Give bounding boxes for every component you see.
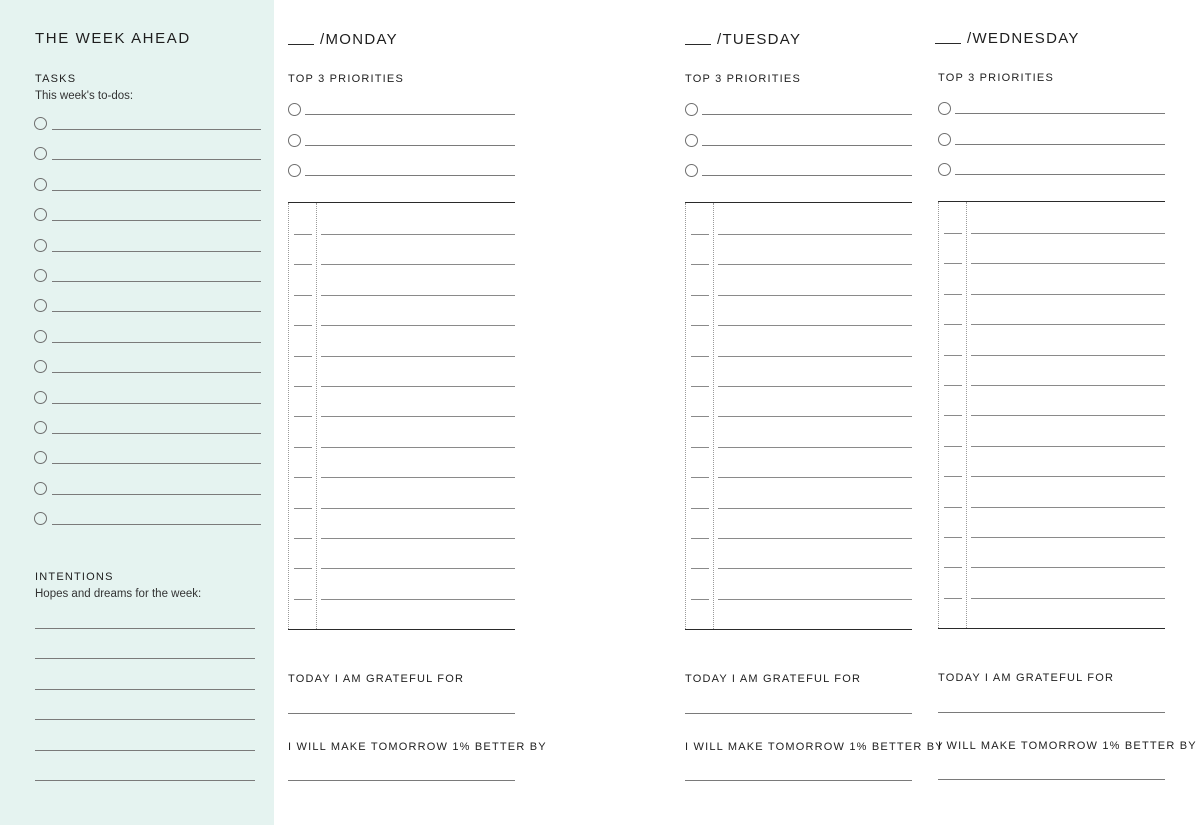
priority-line[interactable] [702,114,912,115]
schedule-slot[interactable] [685,447,912,448]
priorities-label: TOP 3 PRIORITIES [685,73,801,85]
schedule-slot[interactable] [288,508,515,509]
time-blank[interactable] [691,568,709,569]
task-row[interactable] [34,482,261,498]
task-line[interactable] [52,403,261,404]
time-blank[interactable] [944,476,962,477]
task-row[interactable] [34,421,261,437]
schedule-line[interactable] [321,599,515,600]
priorities-label: TOP 3 PRIORITIES [288,73,404,85]
priority-line[interactable] [955,113,1165,114]
grateful-label: TODAY I AM GRATEFUL FOR [288,673,465,685]
schedule-line[interactable] [971,294,1165,295]
better-label: I WILL MAKE TOMORROW 1% BETTER BY [685,741,944,753]
grateful-line[interactable] [685,713,912,714]
task-line[interactable] [52,524,261,525]
time-blank[interactable] [294,264,312,265]
intentions-subtitle: Hopes and dreams for the week: [35,588,202,600]
task-row[interactable] [34,208,261,224]
time-blank[interactable] [294,508,312,509]
schedule-slot[interactable] [938,385,1165,386]
schedule-slot[interactable] [938,537,1165,538]
schedule-slot[interactable] [685,568,912,569]
priority-row[interactable] [288,134,515,150]
schedule-line[interactable] [321,568,515,569]
time-blank[interactable] [691,538,709,539]
time-blank[interactable] [944,263,962,264]
schedule-line[interactable] [321,325,515,326]
better-line[interactable] [938,779,1165,780]
schedule-line[interactable] [718,386,912,387]
tasks-label: TASKS [35,73,77,85]
date-blank[interactable] [935,43,961,44]
schedule-line[interactable] [321,234,515,235]
schedule-line[interactable] [971,385,1165,386]
intentions-label: INTENTIONS [35,571,114,583]
time-blank[interactable] [944,598,962,599]
time-blank[interactable] [294,477,312,478]
priority-row[interactable] [685,134,912,150]
schedule-line[interactable] [718,416,912,417]
priority-row[interactable] [288,103,515,119]
task-line[interactable] [52,342,261,343]
priority-row[interactable] [938,102,1165,118]
schedule-line[interactable] [718,538,912,539]
schedule-slot[interactable] [685,599,912,600]
schedule-line[interactable] [971,537,1165,538]
day-name: /WEDNESDAY [967,30,1080,47]
schedule-slot[interactable] [288,599,515,600]
intention-line[interactable] [35,780,255,781]
priority-line[interactable] [305,114,515,115]
schedule-line[interactable] [971,233,1165,234]
priority-line[interactable] [702,175,912,176]
time-blank[interactable] [691,325,709,326]
better-line[interactable] [685,780,912,781]
priority-checkbox-icon[interactable] [288,103,301,116]
task-line[interactable] [52,190,261,191]
schedule-slot[interactable] [685,325,912,326]
date-blank[interactable] [288,44,314,45]
priorities-label: TOP 3 PRIORITIES [938,72,1054,84]
schedule-line[interactable] [971,567,1165,568]
intention-line[interactable] [35,658,255,659]
task-checkbox-icon[interactable] [34,360,47,373]
schedule-line[interactable] [718,264,912,265]
intention-line[interactable] [35,719,255,720]
priority-row[interactable] [685,164,912,180]
schedule-line[interactable] [321,264,515,265]
schedule-slot[interactable] [938,355,1165,356]
schedule-line[interactable] [718,325,912,326]
schedule-slot[interactable] [938,233,1165,234]
intention-line[interactable] [35,750,255,751]
task-checkbox-icon[interactable] [34,208,47,221]
better-label: I WILL MAKE TOMORROW 1% BETTER BY [938,740,1197,752]
schedule-slot[interactable] [288,234,515,235]
schedule-line[interactable] [718,477,912,478]
schedule-line[interactable] [718,568,912,569]
schedule-slot[interactable] [288,416,515,417]
schedule-slot[interactable] [685,356,912,357]
intention-line[interactable] [35,628,255,629]
task-line[interactable] [52,372,261,373]
grateful-label: TODAY I AM GRATEFUL FOR [938,672,1115,684]
schedule-line[interactable] [321,508,515,509]
schedule-line[interactable] [321,356,515,357]
time-blank[interactable] [691,264,709,265]
priority-row[interactable] [938,163,1165,179]
schedule-line[interactable] [971,415,1165,416]
time-blank[interactable] [944,415,962,416]
schedule-slot[interactable] [685,508,912,509]
task-row[interactable] [34,299,261,315]
time-blank[interactable] [294,295,312,296]
task-line[interactable] [52,433,261,434]
schedule-slot[interactable] [685,386,912,387]
time-blank[interactable] [294,538,312,539]
task-checkbox-icon[interactable] [34,147,47,160]
week-ahead-sidebar [0,0,274,825]
schedule-slot[interactable] [938,294,1165,295]
schedule-slot[interactable] [288,295,515,296]
schedule-slot[interactable] [685,295,912,296]
task-line[interactable] [52,281,261,282]
schedule-slot[interactable] [288,568,515,569]
time-blank[interactable] [294,416,312,417]
task-line[interactable] [52,311,261,312]
schedule-line[interactable] [321,447,515,448]
task-checkbox-icon[interactable] [34,299,47,312]
schedule-line[interactable] [971,476,1165,477]
priority-checkbox-icon[interactable] [685,134,698,147]
priority-row[interactable] [288,164,515,180]
time-blank[interactable] [294,234,312,235]
schedule-slot[interactable] [938,446,1165,447]
time-blank[interactable] [944,446,962,447]
week-ahead-title: THE WEEK AHEAD [35,30,191,47]
time-blank[interactable] [294,447,312,448]
schedule-line[interactable] [321,295,515,296]
schedule-slot[interactable] [685,538,912,539]
schedule-grid [288,202,515,630]
task-row[interactable] [34,117,261,133]
priority-line[interactable] [702,145,912,146]
schedule-line[interactable] [971,355,1165,356]
schedule-line[interactable] [971,324,1165,325]
schedule-line[interactable] [321,386,515,387]
day-heading [935,30,1080,47]
grateful-line[interactable] [288,713,515,714]
time-blank[interactable] [944,537,962,538]
time-blank[interactable] [691,508,709,509]
schedule-line[interactable] [321,416,515,417]
schedule-line[interactable] [718,447,912,448]
time-blank[interactable] [691,295,709,296]
schedule-line[interactable] [718,599,912,600]
schedule-slot[interactable] [685,234,912,235]
schedule-slot[interactable] [288,386,515,387]
time-blank[interactable] [294,386,312,387]
schedule-line[interactable] [321,477,515,478]
day-name: /MONDAY [320,31,398,48]
time-blank[interactable] [691,234,709,235]
time-blank[interactable] [944,324,962,325]
schedule-slot[interactable] [938,476,1165,477]
schedule-line[interactable] [718,295,912,296]
time-blank[interactable] [294,325,312,326]
schedule-line[interactable] [718,508,912,509]
schedule-slot[interactable] [938,567,1165,568]
schedule-slot[interactable] [938,415,1165,416]
task-row[interactable] [34,451,261,467]
schedule-line[interactable] [971,507,1165,508]
schedule-slot[interactable] [685,477,912,478]
tasks-subtitle: This week's to-dos: [35,90,134,102]
schedule-slot[interactable] [938,598,1165,599]
time-blank[interactable] [944,567,962,568]
schedule-slot[interactable] [288,538,515,539]
task-row[interactable] [34,178,261,194]
priority-checkbox-icon[interactable] [288,134,301,147]
time-blank[interactable] [691,477,709,478]
task-checkbox-icon[interactable] [34,117,47,130]
task-line[interactable] [52,463,261,464]
task-checkbox-icon[interactable] [34,391,47,404]
schedule-slot[interactable] [288,325,515,326]
task-row[interactable] [34,512,261,528]
day-heading [685,31,801,48]
time-blank[interactable] [691,356,709,357]
schedule-grid [685,202,912,630]
schedule-slot[interactable] [685,264,912,265]
time-blank[interactable] [294,356,312,357]
task-line[interactable] [52,129,261,130]
day-heading [288,31,398,48]
task-checkbox-icon[interactable] [34,512,47,525]
task-row[interactable] [34,330,261,346]
schedule-line[interactable] [718,234,912,235]
schedule-grid [938,201,1165,629]
schedule-line[interactable] [321,538,515,539]
priority-row[interactable] [685,103,912,119]
priority-checkbox-icon[interactable] [938,163,951,176]
schedule-slot[interactable] [938,263,1165,264]
schedule-line[interactable] [971,598,1165,599]
time-blank[interactable] [294,568,312,569]
priority-checkbox-icon[interactable] [685,164,698,177]
task-line[interactable] [52,251,261,252]
priority-line[interactable] [955,174,1165,175]
priority-line[interactable] [305,145,515,146]
priority-checkbox-icon[interactable] [938,102,951,115]
task-checkbox-icon[interactable] [34,330,47,343]
schedule-slot[interactable] [938,507,1165,508]
task-row[interactable] [34,391,261,407]
better-line[interactable] [288,780,515,781]
time-blank[interactable] [294,599,312,600]
task-line[interactable] [52,159,261,160]
time-blank[interactable] [691,447,709,448]
task-row[interactable] [34,269,261,285]
time-blank[interactable] [691,386,709,387]
task-checkbox-icon[interactable] [34,482,47,495]
schedule-slot[interactable] [288,477,515,478]
priority-line[interactable] [305,175,515,176]
priority-row[interactable] [938,133,1165,149]
time-blank[interactable] [691,416,709,417]
schedule-line[interactable] [971,263,1165,264]
schedule-line[interactable] [971,446,1165,447]
task-row[interactable] [34,147,261,163]
schedule-slot[interactable] [938,324,1165,325]
grateful-line[interactable] [938,712,1165,713]
schedule-line[interactable] [718,356,912,357]
task-line[interactable] [52,494,261,495]
task-checkbox-icon[interactable] [34,239,47,252]
task-row[interactable] [34,360,261,376]
priority-checkbox-icon[interactable] [938,133,951,146]
time-blank[interactable] [691,599,709,600]
day-name: /TUESDAY [717,31,802,48]
intention-line[interactable] [35,689,255,690]
better-label: I WILL MAKE TOMORROW 1% BETTER BY [288,741,547,753]
schedule-slot[interactable] [288,264,515,265]
task-checkbox-icon[interactable] [34,451,47,464]
priority-checkbox-icon[interactable] [288,164,301,177]
task-checkbox-icon[interactable] [34,269,47,282]
time-blank[interactable] [944,233,962,234]
grateful-label: TODAY I AM GRATEFUL FOR [685,673,862,685]
schedule-slot[interactable] [288,447,515,448]
time-blank[interactable] [944,507,962,508]
task-checkbox-icon[interactable] [34,421,47,434]
time-blank[interactable] [944,385,962,386]
date-blank[interactable] [685,44,711,45]
schedule-slot[interactable] [288,356,515,357]
task-row[interactable] [34,239,261,255]
priority-checkbox-icon[interactable] [685,103,698,116]
time-blank[interactable] [944,294,962,295]
task-line[interactable] [52,220,261,221]
schedule-slot[interactable] [685,416,912,417]
priority-line[interactable] [955,144,1165,145]
time-blank[interactable] [944,355,962,356]
task-checkbox-icon[interactable] [34,178,47,191]
